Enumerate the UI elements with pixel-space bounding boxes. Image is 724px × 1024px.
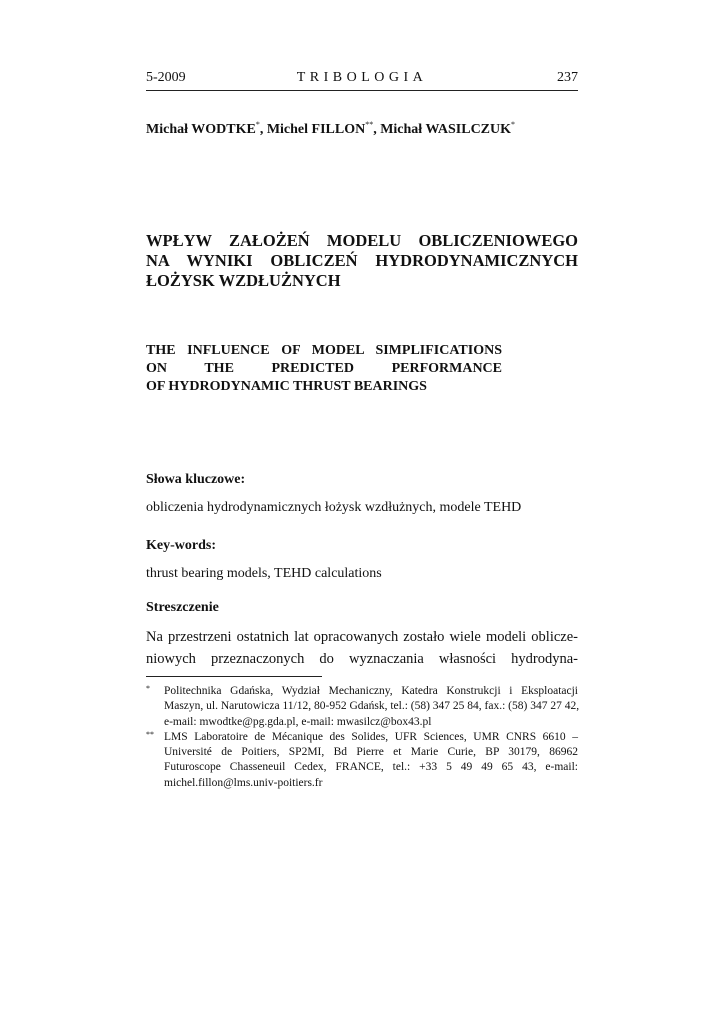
title-line: NA WYNIKI OBLICZEŃ HYDRODYNAMICZNYCH — [146, 251, 578, 270]
footnote-line: Futuroscope Chasseneuil Cedex, FRANCE, tel.: +33 5 49 49 65 43, e-mail: — [164, 761, 578, 774]
footnote-line: Politechnika Gdańska, Wydział Mechaniczny, Katedra Konstrukcji i Eksploatacji — [164, 685, 578, 697]
keywords-pl-text: obliczenia hydrodynamicznych łożysk wzdłużnych, modele TEHD — [146, 500, 522, 515]
title-polish — [146, 231, 578, 291]
author-affiliation-mark: ** — [365, 120, 374, 129]
issue-number: 5-2009 — [146, 70, 186, 85]
footnote-line: michel.fillon@lms.univ-poitiers.fr — [164, 776, 323, 789]
title-line: OF HYDRODYNAMIC THRUST BEARINGS — [146, 379, 427, 394]
author-affiliation-mark: * — [255, 120, 260, 129]
author-affiliation-mark: * — [511, 120, 516, 129]
title-line: ŁOŻYSK WZDŁUŻNYCH — [146, 271, 341, 290]
keywords-en-text: thrust bearing models, TEHD calculations — [146, 566, 382, 581]
abstract-line: niowych przeznaczonych do wyznaczania własności hydrodyna- — [146, 651, 578, 667]
footnotes — [146, 684, 578, 791]
author-name: Michel FILLON — [266, 122, 366, 137]
page-number: 237 — [557, 70, 578, 85]
title-line: THE INFLUENCE OF MODEL SIMPLIFICATIONS — [146, 343, 502, 358]
footnote-divider — [146, 676, 322, 677]
abstract-line: Na przestrzeni ostatnich lat opracowanych zostało wiele modeli oblicze- — [146, 629, 578, 645]
footnote-line: LMS Laboratoire de Mécanique des Solides, UFR Sciences, UMR CNRS 6610 – — [164, 730, 578, 743]
footnote-mark: ** — [146, 729, 154, 739]
running-header — [146, 70, 578, 91]
author-name: Michał WODTKE — [146, 122, 256, 137]
footnote-line: e-mail: mwodtke@pg.gda.pl, e-mail: mwasilcz@box43.pl — [164, 715, 432, 728]
keywords-pl-heading: Słowa kluczowe: — [146, 472, 246, 487]
abstract-heading: Streszczenie — [146, 600, 219, 615]
footnote — [146, 684, 578, 730]
author-list: Michał WODTKE*, Michel FILLON**, Michał WASILCZUK* — [146, 120, 516, 137]
journal-name: TRIBOLOGIA — [296, 70, 428, 85]
footnote-line: Université de Poitiers, SP2MI, Bd Pierre et Marie Curie, BP 30179, 86962 — [164, 746, 578, 759]
keywords-en-heading: Key-words: — [146, 538, 216, 553]
title-english — [146, 342, 502, 396]
abstract-body — [146, 626, 578, 670]
footnote-mark: * — [146, 684, 150, 693]
paper-page — [146, 0, 578, 1024]
footnote — [146, 730, 578, 791]
title-line: ON THE PREDICTED PERFORMANCE — [146, 361, 502, 376]
title-line: WPŁYW ZAŁOŻEŃ MODELU OBLICZENIOWEGO — [146, 231, 578, 250]
author-name: Michał WASILCZUK — [380, 122, 512, 137]
footnote-line: Maszyn, ul. Narutowicza 11/12, 80-952 Gdańsk, tel.: (58) 347 25 84, fax.: (58) 347 27 42, — [164, 700, 580, 713]
